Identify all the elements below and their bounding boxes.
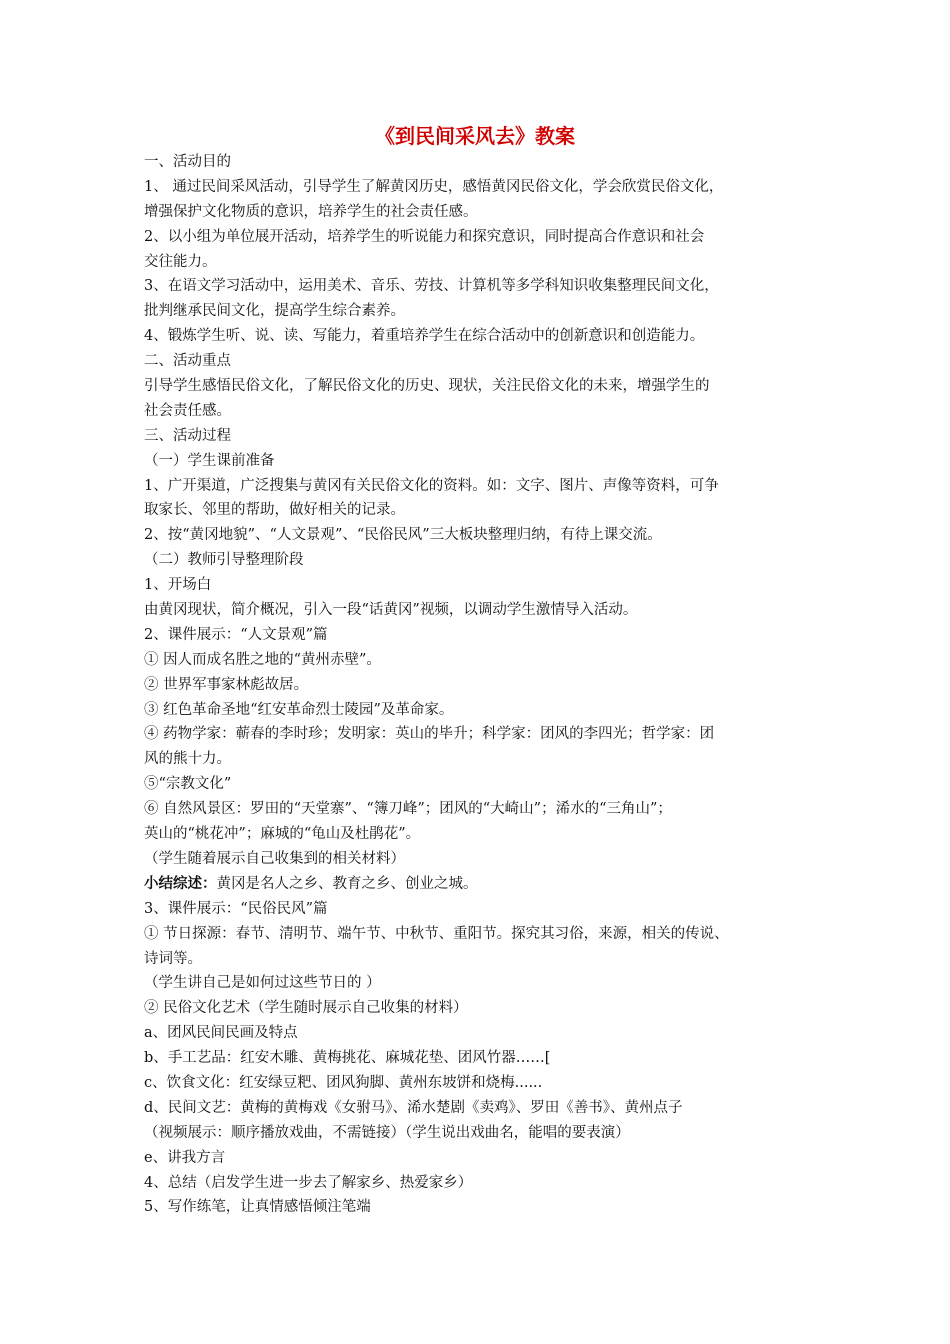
- text-line: 5、写作练笔，让真情感悟倾注笔端: [144, 1199, 371, 1216]
- text-line: 引导学生感悟民俗文化，了解民俗文化的历史、现状，关注民俗文化的未来，增强学生的: [144, 378, 710, 395]
- text-line: d、民间文艺：黄梅的黄梅戏《女驸马》、浠水楚剧《卖鸡》、罗田《善书》、黄州点子: [144, 1099, 683, 1116]
- text-line: ④ 药物学家：蕲春的李时珍；发明家：英山的毕升；科学家：团风的李四光；哲学家：团: [144, 726, 715, 743]
- text-line: ② 世界军事家林彪故居。: [144, 676, 309, 693]
- text-line: 交往能力。: [144, 253, 217, 270]
- text-line: 1、 通过民间采风活动，引导学生了解黄冈历史，感悟黄冈民俗文化，学会欣赏民俗文化，: [144, 178, 724, 195]
- text-line: 一、活动目的: [144, 154, 231, 170]
- text-line: 三、活动过程: [144, 427, 231, 444]
- text-line: （学生随着展示自己收集到的相关材料）: [144, 850, 405, 867]
- text-line: ① 因人而成名胜之地的“黄州赤壁”。: [144, 651, 381, 668]
- text-line: 2、以小组为单位展开活动，培养学生的听说能力和探究意识，同时提高合作意识和社会: [144, 228, 705, 245]
- text-line: （二）教师引导整理阶段: [144, 552, 304, 569]
- text-line: 二、活动重点: [144, 353, 231, 370]
- text-line: e、讲我方言: [144, 1149, 226, 1166]
- text-line: 取家长、邻里的帮助，做好相关的记录。: [144, 502, 405, 519]
- text-line: 1、广开渠道，广泛搜集与黄冈有关民俗文化的资料。如：文字、图片、声像等资料，可争: [144, 477, 719, 494]
- text-line: 批判继承民间文化，提高学生综合素养。: [144, 303, 405, 320]
- text-line: （学生讲自己是如何过这些节日的 ）: [144, 975, 381, 992]
- text-line: （一）学生课前准备: [144, 452, 275, 469]
- summary-label: 小结综述：: [144, 875, 217, 892]
- text-line: 3、课件展示：“民俗民风”篇: [144, 900, 328, 917]
- text-line: 社会责任感。: [144, 402, 231, 419]
- text-line: ① 节日探源：春节、清明节、端午节、中秋节、重阳节。探究其习俗，来源，相关的传说、: [144, 925, 729, 942]
- text-line: ⑥ 自然风景区：罗田的“天堂寨”、“簿刀峰”；团风的“大崎山”；浠水的“三角山”；: [144, 801, 672, 818]
- text-line: ② 民俗文化艺术（学生随时展示自己收集的材料）: [144, 1000, 468, 1017]
- text-line: 诗词等。: [144, 950, 202, 967]
- summary-text: 黄冈是名人之乡、教育之乡、创业之城。: [216, 875, 478, 892]
- text-line: a、团风民间民画及特点: [144, 1025, 298, 1042]
- text-line: 3、在语文学习活动中，运用美术、音乐、劳技、计算机等多学科知识收集整理民间文化，: [144, 278, 719, 295]
- text-line: ⑤“宗教文化”: [144, 776, 232, 793]
- text-line: b、手工艺品：红安木雕、黄梅挑花、麻城花垫、团风竹器……[: [144, 1050, 551, 1067]
- text-line: 英山的“桃花冲”；麻城的“龟山及杜鹃花”。: [144, 826, 421, 843]
- text-line: 4、总结（启发学生进一步去了解家乡、热爱家乡）: [144, 1174, 473, 1191]
- text-line: （视频展示：顺序播放戏曲，不需链接）（学生说出戏曲名，能唱的要表演）: [144, 1124, 630, 1141]
- document-body: [144, 150, 814, 1220]
- text-line: ③ 红色革命圣地“红安革命烈士陵园”及革命家。: [144, 701, 454, 718]
- text-line: c、饮食文化：红安绿豆粑、团风狗脚、黄州东坡饼和烧梅......: [144, 1074, 543, 1091]
- document-title: 《到民间采风去》教案: [375, 124, 575, 148]
- text-line: 1、开场白: [144, 577, 212, 594]
- text-line: 2、按“黄冈地貌”、“人文景观”、“民俗民风”三大板块整理归纳，有待上课交流。: [144, 527, 662, 544]
- text-line: 2、课件展示：“人文景观”篇: [144, 626, 328, 643]
- text-line: 由黄冈现状，简介概况，引入一段“话黄冈”视频，以调动学生激情导入活动。: [144, 602, 638, 619]
- text-line: 风的熊十力。: [144, 751, 231, 768]
- text-line: 增强保护文化物质的意识，培养学生的社会责任感。: [144, 203, 478, 220]
- text-line: 4、锻炼学生听、说、读、写能力，着重培养学生在综合活动中的创新意识和创造能力。: [144, 328, 705, 345]
- text-line: [144, 872, 814, 897]
